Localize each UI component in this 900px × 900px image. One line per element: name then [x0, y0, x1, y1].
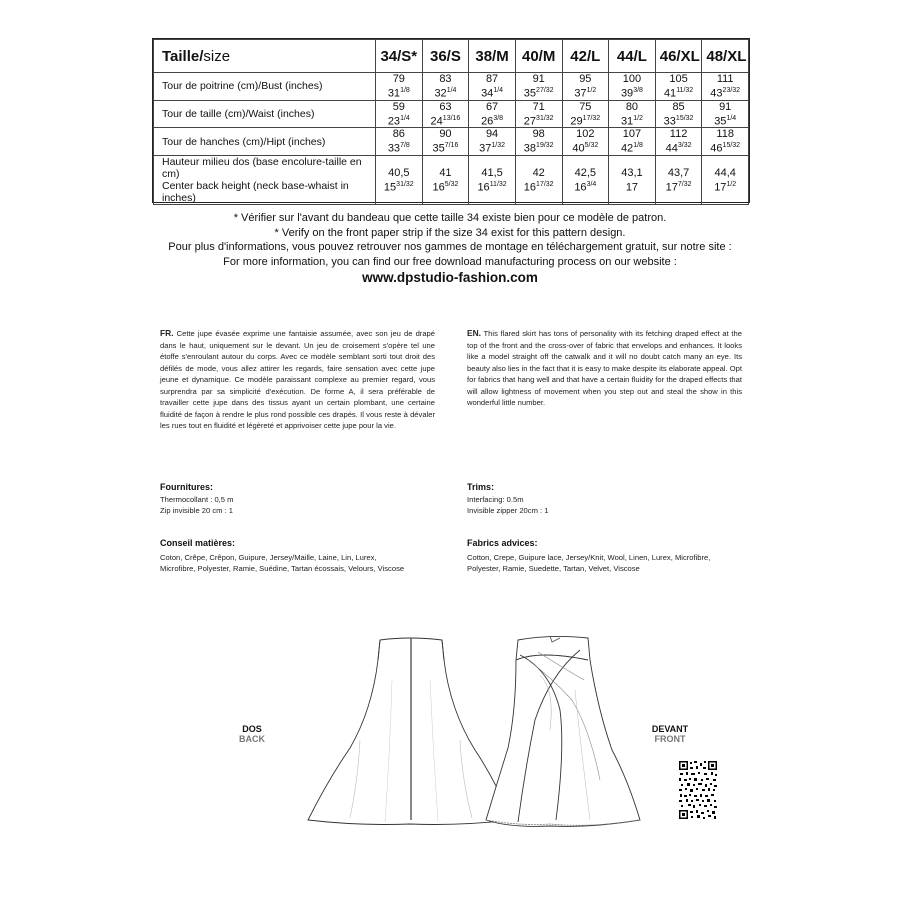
size-value-inches-fraction: 27/32 [536, 87, 554, 94]
size-value-inches-whole: 17 [714, 181, 727, 194]
trims-item: Invisible zipper 20cm : 1 [467, 506, 549, 515]
size-value-cell [702, 128, 749, 156]
back-view-label [232, 724, 272, 744]
size-value-cell [376, 73, 423, 101]
size-value-inches [380, 179, 418, 194]
note-size-fr: * Vérifier sur l'avant du bandeau que cette taille 34 existe bien pour ce modèle de patron. [233, 212, 667, 224]
size-table-row [154, 155, 749, 204]
size-value-inches [660, 179, 698, 194]
size-value-cell [702, 155, 749, 204]
size-value-cm: 95 [579, 73, 592, 85]
size-value-inches-whole: 24 [430, 115, 443, 128]
size-value-inches-whole: 17 [625, 181, 639, 194]
size-value-inches [380, 113, 418, 128]
size-value-inches [473, 85, 511, 100]
size-value-cell [469, 128, 516, 156]
fournitures-item: Zip invisible 20 cm : 1 [160, 506, 234, 515]
description-en-lead: EN. [467, 328, 481, 338]
description-en [467, 328, 742, 409]
size-value-inches-fraction: 31/32 [536, 114, 554, 122]
size-value-cell [515, 100, 562, 128]
size-value-inches [567, 113, 605, 128]
size-value-cell [562, 100, 609, 128]
size-value-inches [520, 140, 558, 155]
fabrics-list [467, 552, 710, 574]
size-value-cm: 91 [532, 73, 545, 85]
skirt-front-illustration [480, 630, 650, 830]
size-value-cm: 79 [392, 73, 405, 85]
size-value-inches-whole: 27 [523, 115, 537, 128]
size-value-cell [562, 155, 609, 204]
size-header-cell: 40/M [515, 40, 562, 73]
size-value-cm: 43,1 [621, 166, 643, 179]
size-value-inches-fraction: 3/8 [493, 114, 504, 122]
size-value-cell [376, 155, 423, 204]
size-value-inches [567, 85, 605, 100]
size-value-cell [702, 100, 749, 128]
size-value-inches-whole: 33 [387, 142, 401, 155]
size-header-cell: 48/XL [702, 40, 749, 73]
size-value-cell [609, 128, 656, 156]
size-value-inches-fraction: 15/32 [675, 114, 694, 122]
fournitures-list [160, 494, 233, 516]
size-value-inches-whole: 35 [523, 87, 537, 100]
size-value-inches-fraction: 11/32 [676, 87, 694, 94]
size-value-inches-fraction: 1/2 [726, 180, 737, 188]
size-value-cm: 105 [669, 73, 688, 85]
size-value-cm: 44,4 [714, 166, 736, 179]
size-value-inches-fraction: 1/8 [633, 142, 643, 150]
description-fr-lead: FR. [160, 328, 174, 338]
size-value-cm: 111 [716, 73, 734, 85]
size-table-row [154, 128, 749, 156]
size-value-cm: 107 [622, 128, 642, 141]
size-row-label-text: Hauteur milieu dos (base encolure-taille en cm) [162, 155, 362, 180]
size-value-inches [473, 113, 511, 128]
size-value-inches [613, 179, 651, 194]
size-value-inches-fraction: 1/2 [633, 114, 643, 122]
size-value-cm: 87 [485, 73, 499, 85]
size-value-inches [427, 113, 465, 128]
size-value-inches-whole: 35 [714, 115, 727, 128]
size-value-inches-whole: 38 [523, 142, 537, 155]
size-row-label-text-en: Center back height (neck base-whaist in inches) [162, 179, 349, 204]
size-value-inches-fraction: 7/32 [677, 180, 692, 188]
size-value-cm: 91 [719, 100, 732, 113]
size-value-cell [469, 100, 516, 128]
size-value-cm: 41,5 [481, 166, 503, 179]
notes-block [150, 211, 750, 286]
size-value-cell [422, 100, 469, 128]
size-table [152, 38, 750, 203]
size-row-label [154, 155, 376, 204]
size-value-inches [520, 85, 558, 100]
fabrics-title: Fabrics advices: [467, 538, 538, 548]
size-value-cell [655, 128, 702, 156]
size-value-inches-fraction: 13/16 [442, 114, 461, 122]
size-value-inches-whole: 26 [481, 115, 494, 128]
size-value-inches-fraction: 7/16 [444, 142, 459, 150]
size-value-cell [515, 128, 562, 156]
size-value-inches-fraction: 17/32 [582, 114, 601, 122]
size-value-inches-whole: 29 [570, 115, 583, 128]
size-header-label: Taille/size [154, 40, 376, 73]
size-value-cm: 86 [392, 128, 405, 141]
size-header-cell: 34/S* [376, 40, 423, 73]
size-value-inches-fraction: 3/32 [677, 142, 692, 150]
size-value-cm: 71 [532, 100, 545, 113]
size-value-cell [609, 73, 656, 101]
size-value-cm: 42,5 [574, 166, 597, 179]
size-value-inches [427, 140, 465, 155]
size-header-row [154, 40, 749, 73]
size-value-cm: 85 [672, 100, 685, 113]
size-value-cell [422, 155, 469, 204]
size-value-inches-fraction: 7/8 [400, 142, 410, 150]
size-value-inches-whole: 31 [387, 87, 401, 100]
size-row-label [154, 128, 376, 156]
website-link[interactable]: www.dpstudio-fashion.com [362, 270, 538, 285]
size-value-inches-fraction: 1/4 [493, 87, 504, 94]
size-value-inches [613, 85, 651, 100]
size-value-cm: 43,7 [667, 166, 690, 179]
size-value-inches-fraction: 1/4 [446, 87, 457, 94]
size-value-inches-whole: 37 [479, 142, 492, 155]
size-value-inches-whole: 23 [387, 115, 401, 128]
size-value-inches-fraction: 5/32 [584, 142, 599, 150]
size-value-cm: 98 [532, 128, 545, 141]
description-fr [160, 328, 435, 432]
note-size-en: * Verify on the front paper strip if the size 34 exist for this pattern design. [274, 226, 626, 239]
size-value-cm: 94 [485, 128, 499, 141]
size-value-cm: 112 [669, 128, 688, 141]
size-value-inches-whole: 15 [383, 181, 397, 194]
size-value-inches-whole: 46 [710, 142, 723, 155]
size-value-cell [422, 73, 469, 101]
size-value-inches-fraction: 17/32 [536, 180, 554, 188]
size-header-cell: 46/XL [655, 40, 702, 73]
size-value-inches-whole: 32 [434, 87, 447, 100]
size-value-cell [562, 128, 609, 156]
size-row-label [154, 100, 376, 128]
size-value-inches [380, 85, 418, 100]
size-value-inches-fraction: 31/32 [396, 180, 414, 188]
size-value-cell [376, 100, 423, 128]
size-value-inches [567, 179, 605, 194]
size-value-inches [706, 140, 744, 155]
size-value-inches-fraction: 1/2 [586, 87, 597, 94]
size-value-inches [706, 113, 744, 128]
size-value-cell [469, 73, 516, 101]
size-header-cell: 44/L [609, 40, 656, 73]
size-value-cm: 40,5 [388, 166, 410, 179]
size-value-inches [380, 140, 418, 155]
size-value-inches [567, 140, 605, 155]
size-value-cm: 63 [439, 100, 452, 113]
size-chart [153, 39, 749, 205]
size-value-inches-whole: 31 [620, 115, 634, 128]
back-label-fr: DOS [242, 724, 262, 734]
size-row-label-text: Tour de hanches (cm)/Hipt (inches) [162, 135, 326, 148]
fournitures-title: Fournitures: [160, 482, 213, 492]
size-value-inches-fraction: 15/32 [722, 142, 741, 150]
size-value-inches [427, 85, 465, 100]
size-value-inches-whole: 40 [572, 142, 585, 155]
size-value-cell [609, 100, 656, 128]
conseil-line: Microfibre, Polyester, Ramie, Suédine, Tartan écossais, Velours, Viscose [160, 564, 405, 573]
size-value-inches-fraction: 1/8 [400, 87, 410, 94]
size-value-inches [660, 85, 698, 100]
size-value-cell [655, 155, 702, 204]
size-value-cell [702, 73, 749, 101]
note-info-en: For more information, you can find our free download manufacturing process on our website : [223, 255, 677, 268]
size-row-label-text: Tour de taille (cm)/Waist (inches) [162, 107, 315, 120]
size-value-inches [613, 140, 651, 155]
size-header-cell: 38/M [469, 40, 516, 73]
size-value-cm: 41 [439, 166, 452, 179]
size-value-inches-whole: 34 [481, 87, 494, 100]
size-value-inches [706, 85, 744, 100]
size-value-inches-whole: 43 [710, 87, 723, 100]
size-value-cm: 102 [576, 128, 595, 141]
front-label-fr: DEVANT [651, 724, 689, 734]
size-row-label-text: Tour de poitrine (cm)/Bust (inches) [162, 80, 323, 93]
size-value-inches [520, 179, 558, 194]
size-value-cell [515, 73, 562, 101]
trims-item: Interfacing: 0.5m [467, 495, 524, 504]
size-value-inches-fraction: 1/4 [400, 114, 410, 122]
size-value-inches-whole: 35 [432, 142, 445, 155]
size-value-cm: 80 [625, 100, 639, 113]
size-value-inches-whole: 16 [523, 181, 537, 194]
back-label-en: BACK [239, 734, 265, 744]
size-value-cell [562, 73, 609, 101]
size-value-cell [422, 128, 469, 156]
size-value-cell [655, 73, 702, 101]
size-value-inches-fraction: 11/32 [489, 180, 507, 188]
size-value-inches-whole: 33 [663, 115, 676, 128]
size-value-inches-fraction: 1/4 [726, 114, 737, 122]
size-value-inches-whole: 17 [665, 181, 678, 194]
size-table-row [154, 100, 749, 128]
size-header-cell: 42/L [562, 40, 609, 73]
size-value-inches-whole: 41 [663, 87, 677, 100]
fabrics-line: Cotton, Crepe, Guipure lace, Jersey/Knit, Wool, Linen, Lurex, Microfibre, [467, 553, 711, 562]
size-value-inches [520, 113, 558, 128]
size-row-label [154, 73, 376, 101]
conseil-title: Conseil matières: [160, 538, 236, 548]
size-value-inches [613, 113, 651, 128]
qr-code-icon[interactable] [678, 760, 718, 820]
size-value-inches [473, 140, 511, 155]
size-value-cm: 90 [439, 128, 452, 141]
size-value-inches-whole: 16 [574, 181, 587, 194]
size-value-cm: 59 [392, 100, 405, 113]
size-value-inches-whole: 44 [665, 142, 678, 155]
size-value-cm: 67 [485, 100, 499, 113]
size-value-inches-fraction: 5/32 [444, 180, 459, 188]
size-value-inches-whole: 42 [620, 142, 634, 155]
trims-list [467, 494, 548, 516]
size-value-cell [655, 100, 702, 128]
size-value-inches [473, 179, 511, 194]
size-value-cell [376, 128, 423, 156]
note-info-fr: Pour plus d'informations, vous pouvez retrouver nos gammes de montage en téléchargement gratuit, sur notre site : [168, 241, 732, 253]
description-fr-text: Cette jupe évasée exprime une fantaisie assumée, avec son jeu de drapé dans le haut, uniquement sur le devant. Un jeu de croisement s'opère tel une étoffe s'enroulant autour du corps. Avec ce modèle semblant sorti tout droit des défilés de mode, vous allez attirer les regards, faire sensation avec cette jupe jeune et dynamique. Ce modèle paraissant complexe au premier regard, vous surprendra par sa simplicité d'exécution. De forme A, il sera préférable de travailler cette jupe dans des tissus ayant un certain plombant, une certaine fluidité de façon à rendre le plus rond possible ces drapés. Il vous reste à dévaler les rues tout en fluidité et légèreté et apprivoiser cette jupe pour la vie. [160, 329, 435, 430]
size-value-inches-fraction: 1/32 [491, 142, 505, 150]
size-value-inches-whole: 16 [477, 181, 490, 194]
size-value-cm: 118 [716, 128, 734, 141]
size-value-cell [609, 155, 656, 204]
size-value-inches-fraction: 19/32 [536, 142, 554, 150]
size-value-cm: 42 [532, 166, 545, 179]
conseil-line: Coton, Crêpe, Crêpon, Guipure, Jersey/Maille, Laine, Lin, Lurex, [160, 553, 377, 562]
size-value-cm: 100 [622, 73, 642, 85]
size-table-row [154, 73, 749, 101]
conseil-list [160, 552, 404, 574]
trims-title: Trims: [467, 482, 495, 492]
size-value-cm: 75 [579, 100, 592, 113]
fournitures-item: Thermocollant : 0,5 m [160, 495, 234, 504]
size-value-inches [660, 140, 698, 155]
description-en-text: This flared skirt has tons of personality with its fetching draped effect at the top of the front and the cross-over of fabric that envelops and enhances. It looks like a model straight off the catwalk and it will no doubt catch many an eye. Its beauty also lies in the fact that it is easy to make despite its elaborate appeal. Opt for fabrics that hang well and that have a certain fluidity for the draped effects that will allow lightness of movement when you step out and steal the show in this wonderful little number. [467, 329, 742, 407]
size-value-inches [706, 179, 744, 194]
size-header-cell: 36/S [422, 40, 469, 73]
size-value-inches-whole: 37 [574, 87, 587, 100]
front-label-en: FRONT [654, 734, 686, 744]
fabrics-line: Polyester, Ramie, Suedette, Tartan, Velvet, Viscose [467, 564, 640, 573]
size-value-cell [469, 155, 516, 204]
size-value-inches-fraction: 3/8 [633, 87, 643, 94]
size-value-inches [660, 113, 698, 128]
size-value-cell [515, 155, 562, 204]
size-value-inches-whole: 16 [432, 181, 445, 194]
size-value-cm: 83 [439, 73, 452, 85]
size-value-inches-fraction: 3/4 [586, 180, 597, 188]
size-value-inches-whole: 39 [620, 87, 634, 100]
size-value-inches-fraction: 23/32 [722, 87, 741, 94]
size-value-inches [427, 179, 465, 194]
